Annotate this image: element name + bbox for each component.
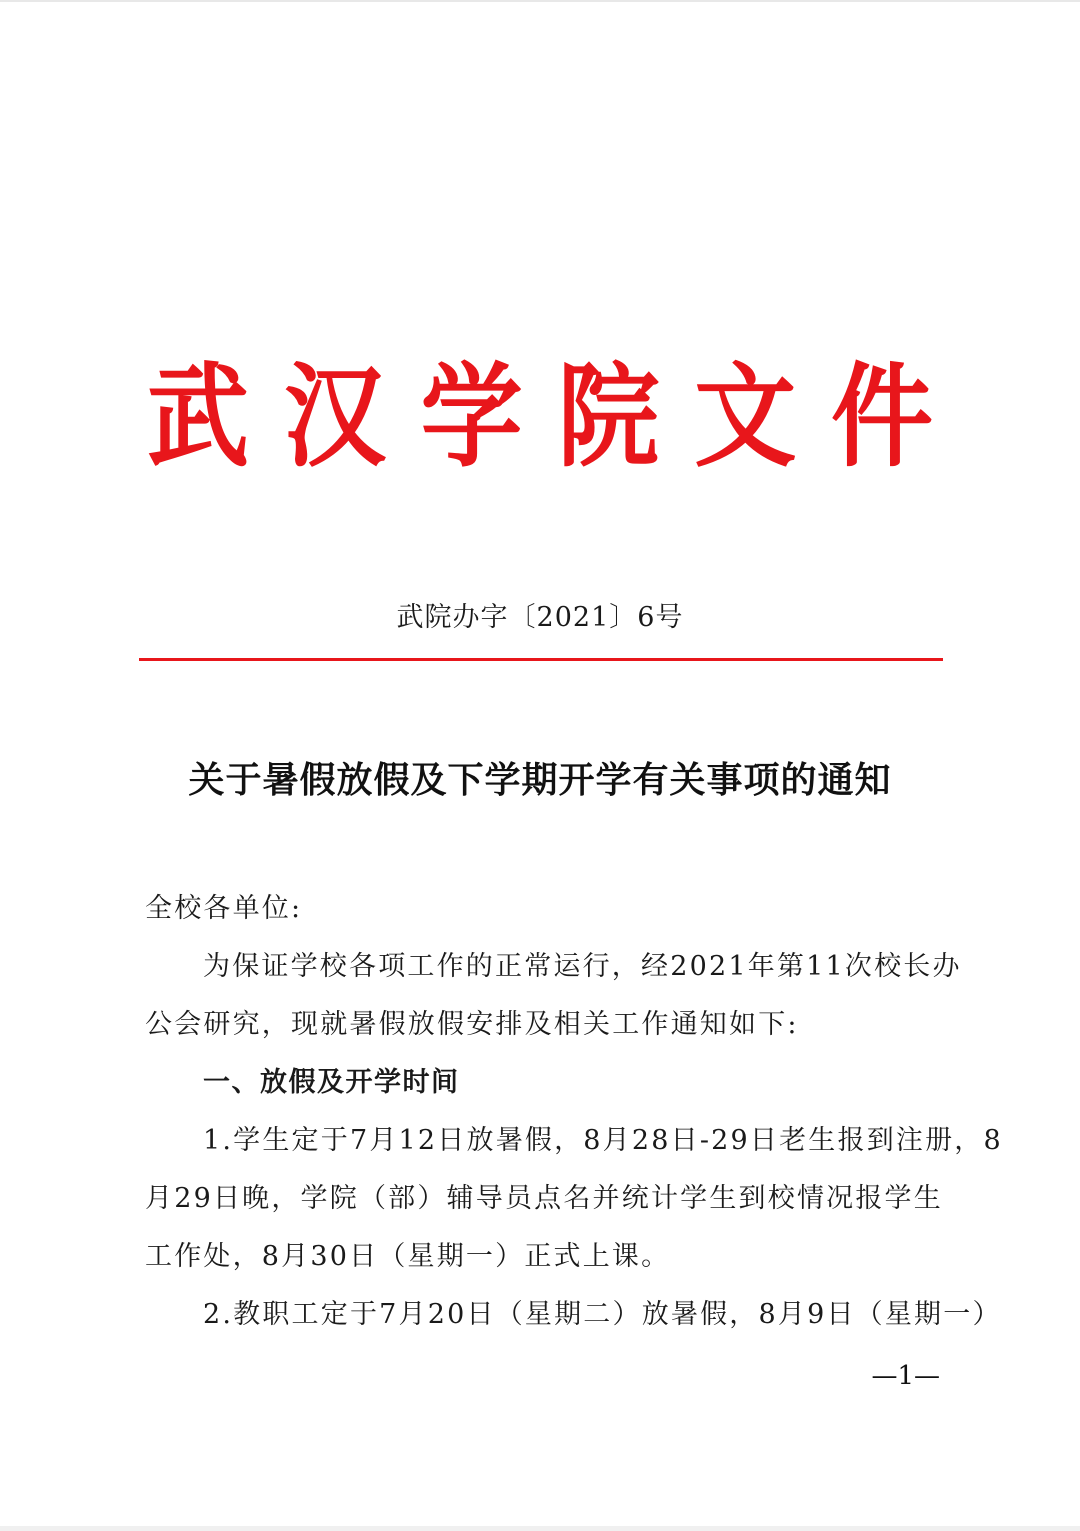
- document-body: [145, 880, 1003, 1344]
- salutation: 全校各单位:: [145, 893, 303, 924]
- item-line: 月29日晚，学院（部）辅导员点名并统计学生到校情况报学生: [145, 1183, 943, 1214]
- item-line: 2.教职工定于7月20日（星期二）放暑假，8月9日（星期一）: [203, 1299, 1002, 1330]
- item-line: 1.学生定于7月12日放暑假，8月28日-29日老生报到注册，8: [203, 1125, 1003, 1156]
- intro-line: 为保证学校各项工作的正常运行，经2021年第11次校长办: [203, 951, 962, 982]
- intro-line: 公会研究，现就暑假放假安排及相关工作通知如下:: [145, 1009, 799, 1040]
- document-title: 关于暑假放假及下学期开学有关事项的通知: [188, 759, 892, 801]
- masthead-char: 件: [830, 351, 933, 483]
- red-divider: [139, 658, 943, 661]
- masthead: [140, 352, 940, 482]
- masthead-char: 文: [694, 351, 797, 483]
- document-number: 武院办字〔2021〕6号: [396, 602, 684, 633]
- page-number: —1—: [871, 1361, 940, 1391]
- page-bottom-edge: [0, 1526, 1080, 1531]
- item-line: 工作处，8月30日（星期一）正式上课。: [145, 1241, 671, 1272]
- page-top-edge: [0, 0, 1080, 2]
- masthead-char: 汉: [283, 351, 386, 483]
- masthead-char: 院: [557, 351, 660, 483]
- masthead-char: 学: [420, 351, 523, 483]
- masthead-char: 武: [147, 351, 249, 483]
- section-heading: 一、放假及开学时间: [203, 1067, 460, 1098]
